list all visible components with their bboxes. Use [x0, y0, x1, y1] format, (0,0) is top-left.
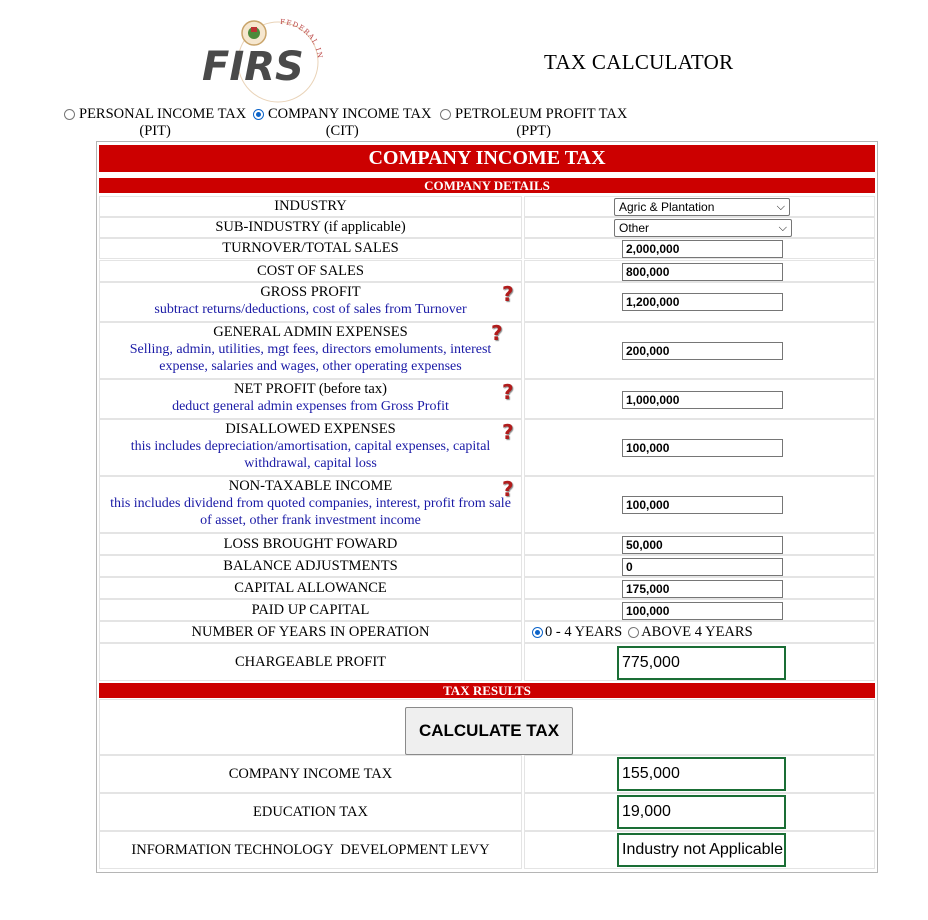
- industry-row: [99, 196, 875, 217]
- cost-of-sales-input[interactable]: 800,000: [622, 263, 783, 281]
- radio-cit[interactable]: [253, 109, 264, 120]
- net-profit-hint: deduct general admin expenses from Gross Profit: [172, 399, 449, 414]
- radio-ppt[interactable]: [440, 109, 451, 120]
- admin-expenses-row: [99, 322, 875, 379]
- capital-allowance-row: [99, 577, 875, 599]
- cit-result-label: COMPANY INCOME TAX: [228, 766, 393, 782]
- chargeable-profit-row: [99, 643, 875, 681]
- tax-type-ppt-label: PETROLEUM PROFIT TAX: [455, 106, 628, 122]
- gross-profit-label: GROSS PROFIT: [260, 284, 361, 300]
- chevron-down-icon: ⌵: [776, 201, 785, 213]
- paid-up-capital-row: [99, 599, 875, 621]
- capital-allowance-input[interactable]: 175,000: [622, 580, 783, 598]
- turnover-row: [99, 238, 875, 259]
- years-radio-group: [532, 624, 759, 641]
- loss-brought-forward-label: LOSS BROUGHT FOWARD: [223, 536, 398, 552]
- tax-type-pit-label: PERSONAL INCOME TAX: [79, 106, 247, 122]
- industry-select[interactable]: [614, 198, 790, 216]
- it-levy-label: INFORMATION TECHNOLOGY DEVELOPMENT LEVY: [131, 842, 490, 858]
- cit-calculator-panel: [96, 141, 878, 873]
- cit-result-output: 155,000: [617, 757, 786, 791]
- sub-industry-select-value: Other: [619, 221, 650, 235]
- chargeable-profit-output: 775,000: [617, 646, 786, 680]
- capital-allowance-label: CAPITAL ALLOWANCE: [234, 580, 387, 596]
- industry-select-value: Agric & Plantation: [619, 200, 715, 214]
- sub-industry-label: SUB-INDUSTRY (if applicable): [215, 219, 406, 235]
- cit-result-row: [99, 755, 875, 793]
- cost-of-sales-row: [99, 260, 875, 282]
- non-taxable-income-hint: this includes dividend from quoted companies, interest, profit from sale of asset, other frank investment income: [110, 496, 511, 528]
- question-mark-icon[interactable]: ?: [491, 321, 503, 345]
- tax-results-header: TAX RESULTS: [99, 683, 875, 698]
- tax-type-cit-abbr: (CIT): [325, 123, 359, 139]
- education-tax-row: [99, 793, 875, 831]
- chargeable-profit-label: CHARGEABLE PROFIT: [234, 654, 387, 670]
- education-tax-output: 19,000: [617, 795, 786, 829]
- logo-ring-text: FEDERAL IN: [279, 18, 324, 60]
- disallowed-expenses-hint: this includes depreciation/amortisation, capital expenses, capital withdrawal, capital loss: [130, 439, 491, 471]
- panel-title: COMPANY INCOME TAX: [99, 145, 875, 172]
- tax-type-pit[interactable]: [64, 106, 246, 140]
- question-mark-icon[interactable]: ?: [502, 420, 514, 444]
- paid-up-capital-label: PAID UP CAPITAL: [251, 602, 370, 618]
- non-taxable-income-label: NON-TAXABLE INCOME: [228, 478, 393, 494]
- tax-type-pit-abbr: (PIT): [139, 123, 171, 139]
- page-title: TAX CALCULATOR: [544, 50, 734, 74]
- calculate-row: [99, 699, 875, 755]
- loss-brought-forward-input[interactable]: 50,000: [622, 536, 783, 554]
- industry-label: INDUSTRY: [274, 198, 347, 214]
- non-taxable-income-input[interactable]: 100,000: [622, 496, 783, 514]
- years-in-operation-label: NUMBER OF YEARS IN OPERATION: [191, 624, 430, 640]
- radio-years-above-4[interactable]: [628, 627, 639, 638]
- turnover-input[interactable]: 2,000,000: [622, 240, 783, 258]
- paid-up-capital-input[interactable]: 100,000: [622, 602, 783, 620]
- chevron-down-icon: ⌵: [778, 222, 787, 234]
- non-taxable-income-row: [99, 476, 875, 533]
- turnover-label: TURNOVER/TOTAL SALES: [222, 240, 399, 256]
- logo-text: FIRS: [202, 44, 304, 90]
- tax-type-cit[interactable]: [253, 106, 431, 140]
- tax-type-cit-label: COMPANY INCOME TAX: [268, 106, 432, 122]
- it-levy-row: [99, 831, 875, 869]
- sub-industry-row: [99, 217, 875, 238]
- tax-type-ppt[interactable]: [440, 106, 627, 140]
- cost-of-sales-label: COST OF SALES: [257, 263, 364, 279]
- question-mark-icon[interactable]: ?: [502, 380, 514, 404]
- years-in-operation-row: [99, 621, 875, 643]
- balance-adjustments-label: BALANCE ADJUSTMENTS: [223, 558, 398, 574]
- net-profit-label: NET PROFIT (before tax): [234, 381, 387, 397]
- education-tax-label: EDUCATION TAX: [253, 804, 368, 820]
- admin-expenses-label: GENERAL ADMIN EXPENSES: [213, 324, 408, 340]
- balance-adjustments-row: [99, 555, 875, 577]
- disallowed-expenses-row: [99, 419, 875, 476]
- disallowed-expenses-input[interactable]: 100,000: [622, 439, 783, 457]
- gross-profit-row: [99, 282, 875, 322]
- years-above-4-label: ABOVE 4 YEARS: [641, 624, 753, 640]
- years-0-4-label: 0 - 4 YEARS: [545, 624, 623, 640]
- gross-profit-input[interactable]: 1,200,000: [622, 293, 783, 311]
- sub-industry-select[interactable]: [614, 219, 792, 237]
- radio-years-0-4[interactable]: [532, 627, 543, 638]
- calculate-tax-button[interactable]: CALCULATE TAX: [405, 707, 573, 755]
- admin-expenses-hint: Selling, admin, utilities, mgt fees, directors emoluments, interest expense, salaries and wages, other operating expenses: [129, 342, 492, 374]
- it-levy-output: Industry not Applicable: [617, 833, 786, 867]
- radio-pit[interactable]: [64, 109, 75, 120]
- disallowed-expenses-label: DISALLOWED EXPENSES: [225, 421, 396, 437]
- firs-logo: [198, 18, 343, 108]
- tax-type-ppt-abbr: (PPT): [516, 123, 551, 139]
- net-profit-input[interactable]: 1,000,000: [622, 391, 783, 409]
- question-mark-icon[interactable]: ?: [502, 477, 514, 501]
- gross-profit-hint: subtract returns/deductions, cost of sales from Turnover: [154, 302, 467, 317]
- admin-expenses-input[interactable]: 200,000: [622, 342, 783, 360]
- company-details-header: COMPANY DETAILS: [99, 178, 875, 193]
- question-mark-icon[interactable]: ?: [502, 282, 514, 306]
- tax-type-selector: [60, 106, 650, 140]
- balance-adjustments-input[interactable]: 0: [622, 558, 783, 576]
- loss-brought-forward-row: [99, 533, 875, 555]
- net-profit-row: [99, 379, 875, 419]
